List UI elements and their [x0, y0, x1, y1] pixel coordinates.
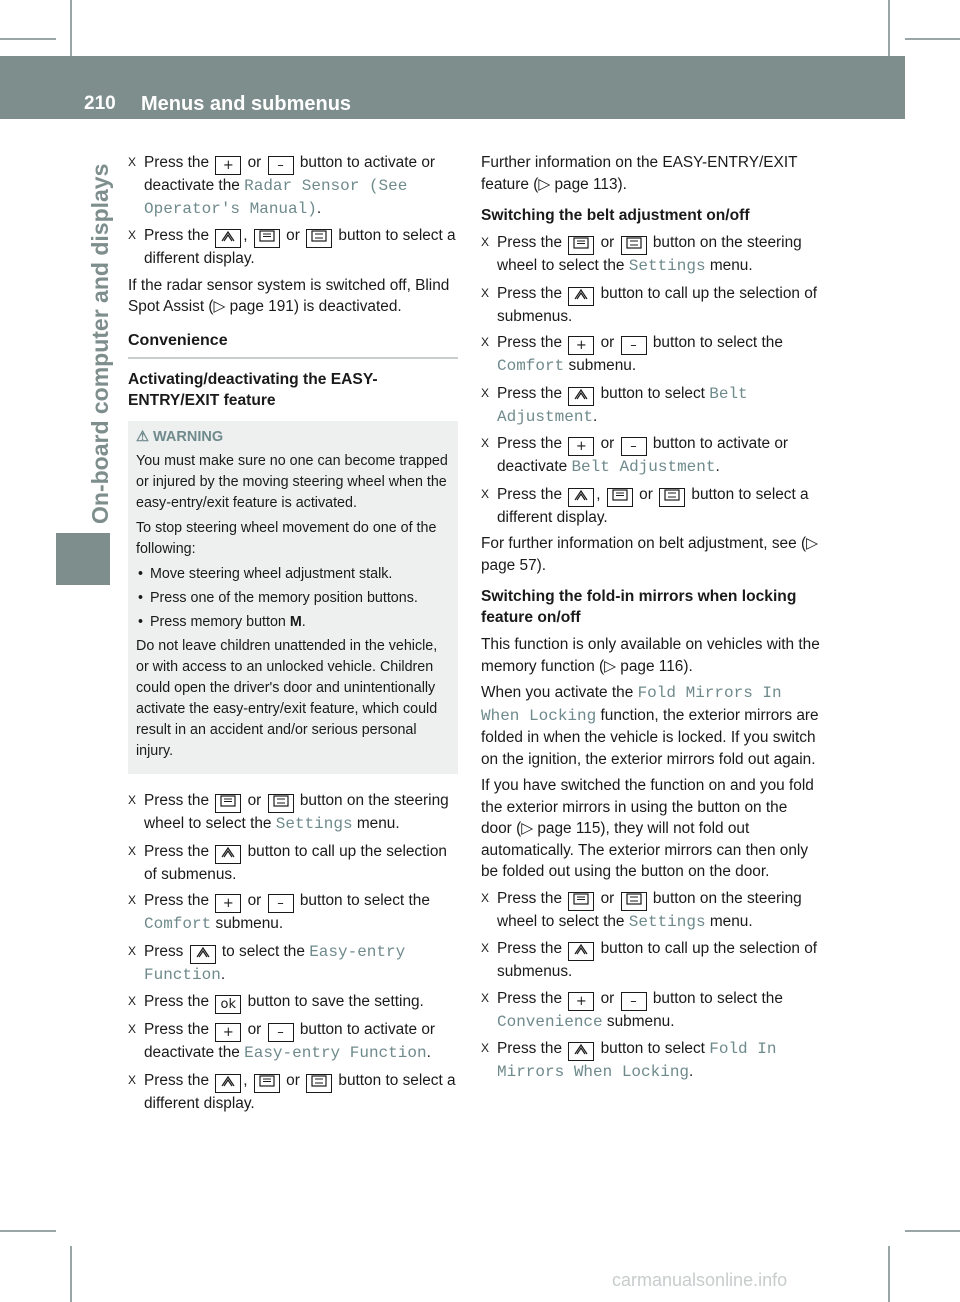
plus-button-icon: +	[568, 992, 594, 1011]
home-button-icon	[568, 488, 594, 507]
arrow-right-icon: X	[128, 893, 137, 907]
left-column	[128, 152, 458, 1119]
menu-item: Convenience	[497, 1012, 603, 1031]
arrow-right-icon: X	[481, 486, 490, 501]
step: X Press the + or – button to activate or deactivate Belt Adjustment.	[481, 435, 789, 476]
step: X Press the + or – button to select the Comfort submenu.	[128, 892, 430, 933]
menu-item: Easy-entry Function	[244, 1044, 427, 1062]
step: X Press the button to call up the selection of submenus.	[481, 940, 818, 980]
step: X Press the + or – button to activate or deactivate the Easy-entry Function.	[128, 1021, 436, 1062]
minus-button-icon: –	[621, 992, 647, 1011]
paragraph: If you have switched the function on and you fold the exterior mirrors in using the button on the door (▷ page 115), they will not fold out automatically. The exterior mirrors can then only be folded out using the button on the door.	[481, 777, 814, 880]
crop-mark	[905, 1230, 960, 1232]
warning-box	[128, 421, 458, 774]
menu-item: Comfort	[497, 357, 565, 375]
display-left-button-icon	[568, 236, 594, 255]
home-button-icon	[190, 945, 216, 964]
plus-button-icon: +	[215, 1023, 241, 1042]
step: X Press the button to select Belt Adjustment.	[481, 384, 748, 426]
plus-button-icon: +	[568, 336, 594, 355]
step: X Press the ok button to save the setting.	[128, 993, 424, 1012]
display-left-button-icon	[568, 892, 594, 911]
arrow-right-icon: X	[128, 793, 137, 807]
warning-bullet: • Press one of the memory position buttons.	[136, 588, 450, 609]
step: X Press the button to call up the selection of submenus.	[128, 842, 447, 883]
arrow-right-icon: X	[481, 990, 490, 1005]
plus-button-icon: +	[215, 156, 241, 175]
step: X Press the , or button to select a different display.	[128, 1071, 456, 1112]
minus-button-icon: –	[268, 1023, 294, 1042]
paragraph: When you activate the Fold Mirrors In When Locking function, the exterior mirrors are folded in when the vehicle is locked. If you switch on the ignition, the exterior mirrors fold out again.	[481, 684, 819, 768]
step: X Press the + or – button to activate or deactivate the Radar Sensor (See Operator's Manual).	[128, 154, 436, 218]
page-number: 210	[84, 93, 116, 114]
menu-item: Settings	[628, 257, 706, 275]
arrow-right-icon: X	[128, 943, 137, 958]
menu-item: Belt Adjustment	[571, 458, 716, 476]
subheading: Switching the belt adjustment on/off	[481, 207, 750, 224]
display-left-button-icon	[215, 794, 241, 813]
home-button-icon	[568, 387, 594, 406]
arrow-right-icon: X	[128, 155, 137, 169]
display-right-button-icon	[659, 488, 685, 507]
arrow-right-icon: X	[128, 228, 137, 242]
display-left-button-icon	[607, 488, 633, 507]
arrow-right-icon: X	[481, 1041, 490, 1055]
paragraph: If the radar sensor system is switched off, Blind Spot Assist (▷ page 191) is deactivated.	[128, 276, 450, 315]
minus-button-icon: –	[621, 336, 647, 355]
menu-item: Fold In Mirrors When Locking	[497, 1040, 777, 1081]
warning-text: To stop steering wheel movement do one of the following:	[136, 520, 437, 557]
step: X Press the or button on the steering wheel to select the Settings menu.	[481, 234, 802, 275]
crop-mark	[888, 1246, 890, 1302]
minus-button-icon: –	[268, 156, 294, 175]
step: X Press the , or button to select a different display.	[481, 485, 809, 526]
step: X Press the + or – button to select the Comfort submenu.	[481, 334, 783, 375]
crop-mark	[0, 38, 56, 40]
display-right-button-icon	[306, 229, 332, 248]
ok-button-icon: ok	[215, 995, 241, 1014]
step: X Press the button to select Fold In Mirrors When Locking.	[481, 1040, 777, 1081]
section-title: Menus and submenus	[141, 93, 352, 115]
step: X Press to select the Easy-entry Function.	[128, 942, 406, 984]
step: X Press the or button on the steering wheel to select the Settings menu.	[128, 792, 449, 833]
convenience-heading: Convenience	[128, 330, 458, 360]
step: X Press the or button on the steering wheel to select the Settings menu.	[481, 889, 802, 931]
home-button-icon	[568, 942, 594, 961]
home-button-icon	[215, 229, 241, 248]
crop-mark	[70, 1246, 72, 1302]
menu-item: Settings	[628, 912, 706, 931]
paragraph: For further information on belt adjustment, see (▷ page 57).	[481, 535, 818, 574]
arrow-right-icon: X	[481, 941, 490, 955]
warning-text: Do not leave children unattended in the vehicle, or with access to an unlocked vehicle. Children could open the driver's door and unintentionally activate the easy-entry/exit feature, which could result in an accident and/or serious personal injury.	[136, 638, 438, 759]
step: X Press the , or button to select a different display.	[128, 227, 456, 267]
step: X Press the + or – button to select the Convenience submenu.	[481, 989, 783, 1031]
display-left-button-icon	[254, 1074, 280, 1093]
right-column	[481, 152, 821, 1089]
home-button-icon	[568, 1042, 594, 1061]
arrow-right-icon: X	[481, 285, 490, 300]
menu-item: Fold Mirrors In When Locking	[481, 684, 782, 725]
arrow-right-icon: X	[481, 385, 490, 400]
arrow-right-icon: X	[128, 843, 137, 858]
menu-item: Easy-entry Function	[144, 942, 406, 984]
minus-button-icon: –	[621, 437, 647, 456]
warning-title: ⚠ WARNING	[136, 429, 224, 445]
arrow-right-icon: X	[128, 1022, 137, 1036]
crop-mark	[0, 1230, 56, 1232]
menu-item: Belt Adjustment	[497, 384, 748, 426]
arrow-right-icon: X	[128, 994, 137, 1008]
watermark: carmanualsonline.info	[612, 1270, 788, 1290]
menu-item: Comfort	[144, 915, 212, 933]
plus-button-icon: +	[215, 894, 241, 913]
warning-bullet: • Press memory button M.	[136, 612, 450, 633]
display-right-button-icon	[621, 236, 647, 255]
subheading: Switching the fold-in mirrors when locking feature on/off	[481, 588, 797, 626]
menu-item: Radar Sensor (See Operator's Manual)	[144, 177, 408, 218]
plus-button-icon: +	[568, 437, 594, 456]
display-right-button-icon	[621, 892, 647, 911]
arrow-right-icon: X	[481, 436, 490, 450]
warning-text: You must make sure no one can become trapped or injured by the moving steering wheel when the easy-entry/exit feature is activated.	[136, 453, 448, 511]
arrow-right-icon: X	[128, 1072, 137, 1087]
paragraph: This function is only available on vehicles with the memory function (▷ page 116).	[481, 636, 820, 675]
crop-mark	[888, 0, 890, 56]
header-band	[0, 56, 905, 119]
minus-button-icon: –	[268, 894, 294, 913]
home-button-icon	[215, 845, 241, 864]
home-button-icon	[215, 1074, 241, 1093]
display-right-button-icon	[306, 1074, 332, 1093]
warning-triangle-icon: ⚠	[136, 429, 149, 445]
crop-mark	[905, 38, 960, 40]
warning-bullet: • Move steering wheel adjustment stalk.	[136, 564, 450, 585]
display-left-button-icon	[254, 229, 280, 248]
menu-item: Settings	[275, 815, 353, 833]
step: X Press the button to call up the selection of submenus.	[481, 284, 818, 325]
home-button-icon	[568, 287, 594, 306]
chapter-marker	[56, 533, 110, 585]
subheading: Activating/deactivating the EASY-ENTRY/EXIT feature	[128, 371, 378, 409]
arrow-right-icon: X	[481, 890, 490, 905]
crop-mark	[70, 0, 72, 56]
arrow-right-icon: X	[481, 335, 490, 349]
display-right-button-icon	[268, 794, 294, 813]
chapter-title: On-board computer and displays	[87, 163, 113, 524]
arrow-right-icon: X	[481, 235, 490, 249]
paragraph: Further information on the EASY-ENTRY/EXIT feature (▷ page 113).	[481, 154, 798, 193]
